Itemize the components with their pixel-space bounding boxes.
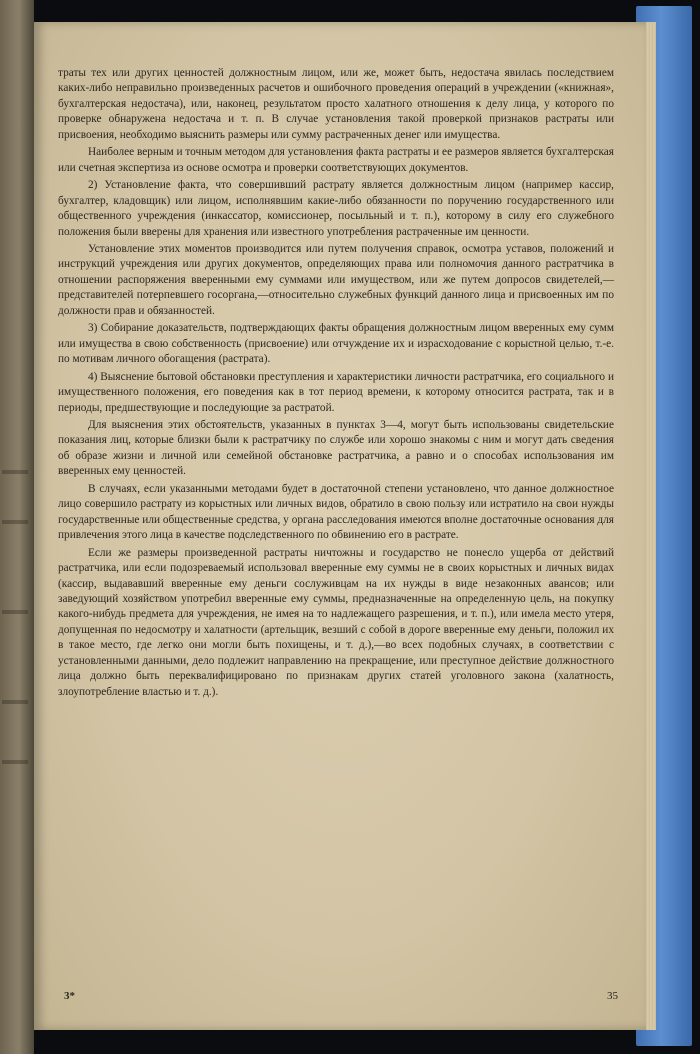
paragraph: 4) Выяснение бытовой обстановки преступления и характеристики личности растратчика, его социального и имущественного положения, его поведения как в тот период времени, к которому относится растрата, так и в периоды, предшествующие и последующие за растратой. bbox=[58, 370, 614, 414]
facing-page-mark bbox=[2, 470, 28, 474]
book-page bbox=[34, 22, 646, 1030]
page-text bbox=[58, 66, 614, 702]
facing-page-mark bbox=[2, 610, 28, 614]
paragraph: Наиболее верным и точным методом для установления факта растраты и ее размеров является бухгалтерская или счетная экспертиза из основе осмотра и проверки соответствующих документов. bbox=[58, 146, 614, 174]
facing-page-mark bbox=[2, 700, 28, 704]
facing-page-mark bbox=[2, 520, 28, 524]
signature-mark: 3* bbox=[64, 990, 75, 1002]
paragraph: Если же размеры произведенной растраты ничтожны и государство не понесло ущерба от действий растратчика, или если подозреваемый использовал вверенные ему суммы не в своих корыстных и личных видах (кассир, выдававший вверенные ему деньги сослуживцам на их нужды в виде незаконных авансов; или заведующий хозяйством употребил вверенные ему суммы, предназначенные на определенную цель, на покупку какого-нибудь предмета для учреждения, не имея на то надлежащего разрешения, и т. п.), или имела место утеря, допущенная по недосмотру и халатности (артельщик, везший с собой в дороге вверенные ему деньги, положил их в такое место, где легко они могли быть похищены, и т. д.),—во всех подобных случаях, в соответствии с установленными данными, дело подлежит направлению на прекращение, или преступное действие должностного лица должно быть переквалифицировано по признакам других статей уголовного закона (халатность, злоупотребление властью и т. д.). bbox=[58, 546, 614, 698]
paragraph: 2) Установление факта, что совершивший растрату является должностным лицом (например кассир, бухгалтер, кладовщик) или лицом, исполнявшим какие-либо обязанности по поручению государственного или общественного учреждения (инкассатор, комиссионер, посыльный и т. п.), которому в силу его служебного положения были вверены для хранения или известного употребления растраченные им ценности. bbox=[58, 179, 614, 238]
page-number: 35 bbox=[607, 990, 618, 1002]
paragraph: 3) Собирание доказательств, подтверждающих факты обращения должностным лицом вверенных ему сумм или имущества в свою собственность (присвоение) или отчуждение их и израсходование с корыстной целью, т.-е. по мотивам личного обогащения (растрата). bbox=[58, 322, 614, 366]
paragraph: Установление этих моментов производится или путем получения справок, осмотра уставов, положений и инструкций учреждения или других документов, определяющих права или полномочия данного растратчика в отношении распоряжения вверенными ему суммами или имуществом, или же путем допросов свидетелей,—представителей потерпевшего госоргана,—относительно служебных функций данного лица и присвоенных им по должности прав и обязанностей. bbox=[58, 242, 614, 317]
facing-page-mark bbox=[2, 760, 28, 764]
paragraph: траты тех или других ценностей должностным лицом, или же, может быть, недостача явилась последствием каких-либо неправильно произведенных расчетов и ошибочного проведения операций в учреждении («книжная», бухгалтерская недостача), или, наконец, результатом просто халатного отношения к делу лица, у которого по проверке обнаружена недостача и т. п. В случае установления такой проверкой признаков растраты или присвоения, необходимо выяснить размеры или сумму растраченных денег или имущества. bbox=[58, 67, 614, 141]
paragraph: В случаях, если указанными методами будет в достаточной степени установлено, что данное должностное лицо совершило растрату из корыстных или личных видов, обратило в свою пользу или истратило на свои нужды государственные или общественные средства, у органа расследования имеются вполне достаточные основания для привлечения этого лица в качестве подследственного по обвинению его в растрате. bbox=[58, 482, 614, 542]
paragraph: Для выяснения этих обстоятельств, указанных в пунктах 3—4, могут быть использованы свидетельские показания лиц, которые близки были к растратчику по службе или хорошо знакомы с ним и могут дать сведения об образе жизни и личной или семейной обстановке растратчика, а равно и о способах использования им вверенных ему ценностей. bbox=[58, 418, 614, 478]
facing-page-edge bbox=[0, 0, 34, 1054]
